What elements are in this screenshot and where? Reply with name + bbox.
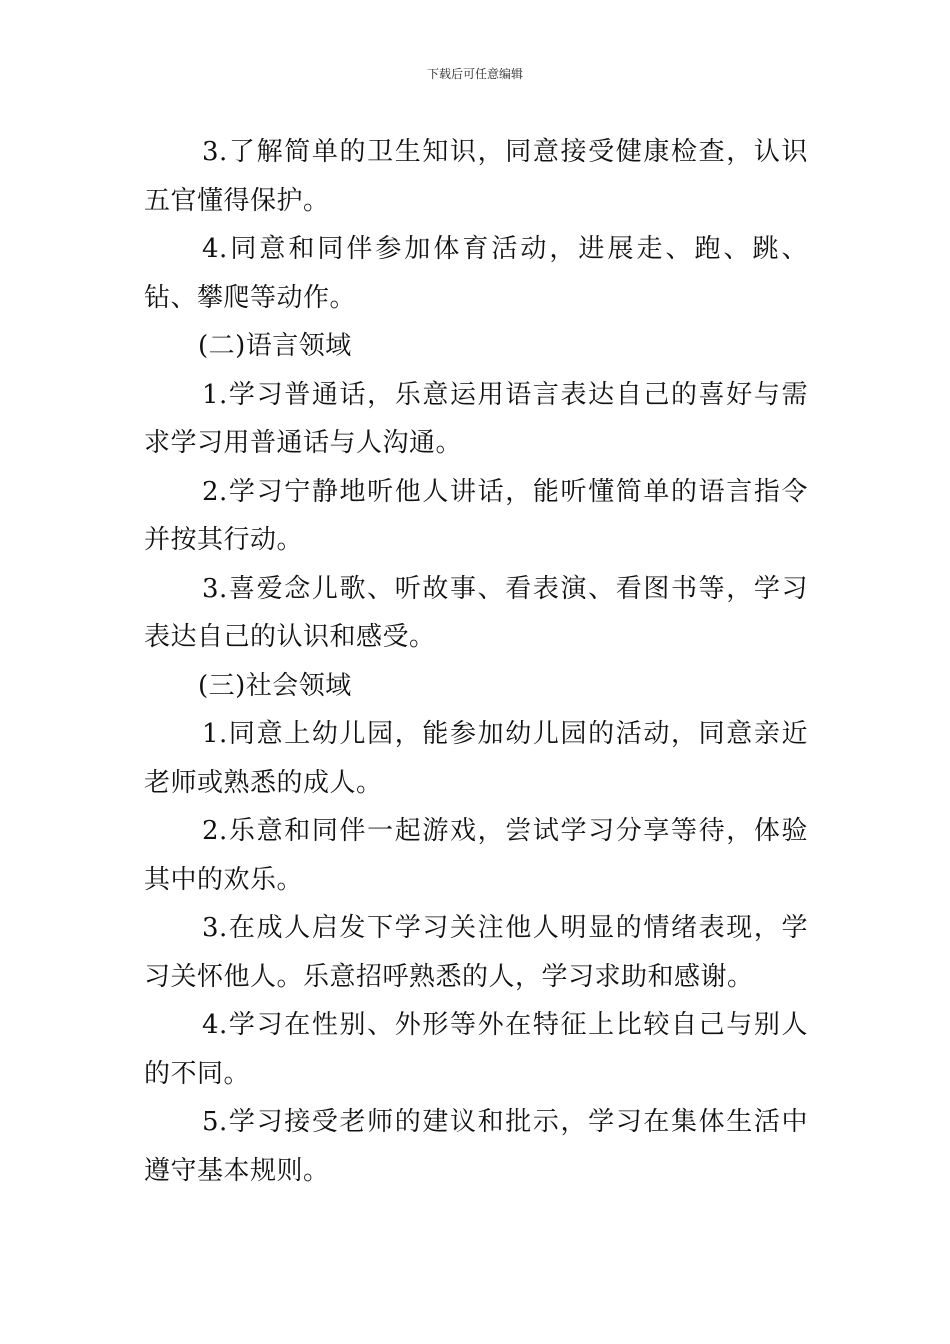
page-header: 下载后可任意编辑 <box>426 67 523 81</box>
paragraph-language-3: 3.喜爱念儿歌、听故事、看表演、看图书等，学习表达自己的认识和感受。 <box>144 573 808 652</box>
paragraph-language-1: 1.学习普通话，乐意运用语言表达自己的喜好与需求学习用普通话与人沟通。 <box>144 379 808 458</box>
paragraph-social-5: 5.学习接受老师的建议和批示，学习在集体生活中遵守基本规则。 <box>144 1107 808 1186</box>
section-heading-social: (三)社会领域 <box>198 670 352 701</box>
paragraph-health-4: 4.同意和同伴参加体育活动，进展走、跑、跳、钻、攀爬等动作。 <box>144 234 808 313</box>
paragraph-health-3: 3.了解简单的卫生知识，同意接受健康检查，认识五官懂得保护。 <box>144 137 808 216</box>
paragraph-language-2: 2.学习宁静地听他人讲话，能听懂简单的语言指令并按其行动。 <box>144 476 808 555</box>
paragraph-social-1: 1.同意上幼儿园，能参加幼儿园的活动，同意亲近老师或熟悉的成人。 <box>144 719 808 798</box>
paragraph-social-4: 4.学习在性别、外形等外在特征上比较自己与别人的不同。 <box>144 1010 808 1089</box>
paragraph-social-2: 2.乐意和同伴一起游戏，尝试学习分享等待，体验其中的欢乐。 <box>144 816 808 895</box>
section-heading-language: (二)语言领域 <box>198 331 352 361</box>
document-body <box>144 128 808 1195</box>
paragraph-social-3: 3.在成人启发下学习关注他人明显的情绪表现，学习关怀他人。乐意招呼熟悉的人，学习求助和感谢。 <box>144 913 808 992</box>
